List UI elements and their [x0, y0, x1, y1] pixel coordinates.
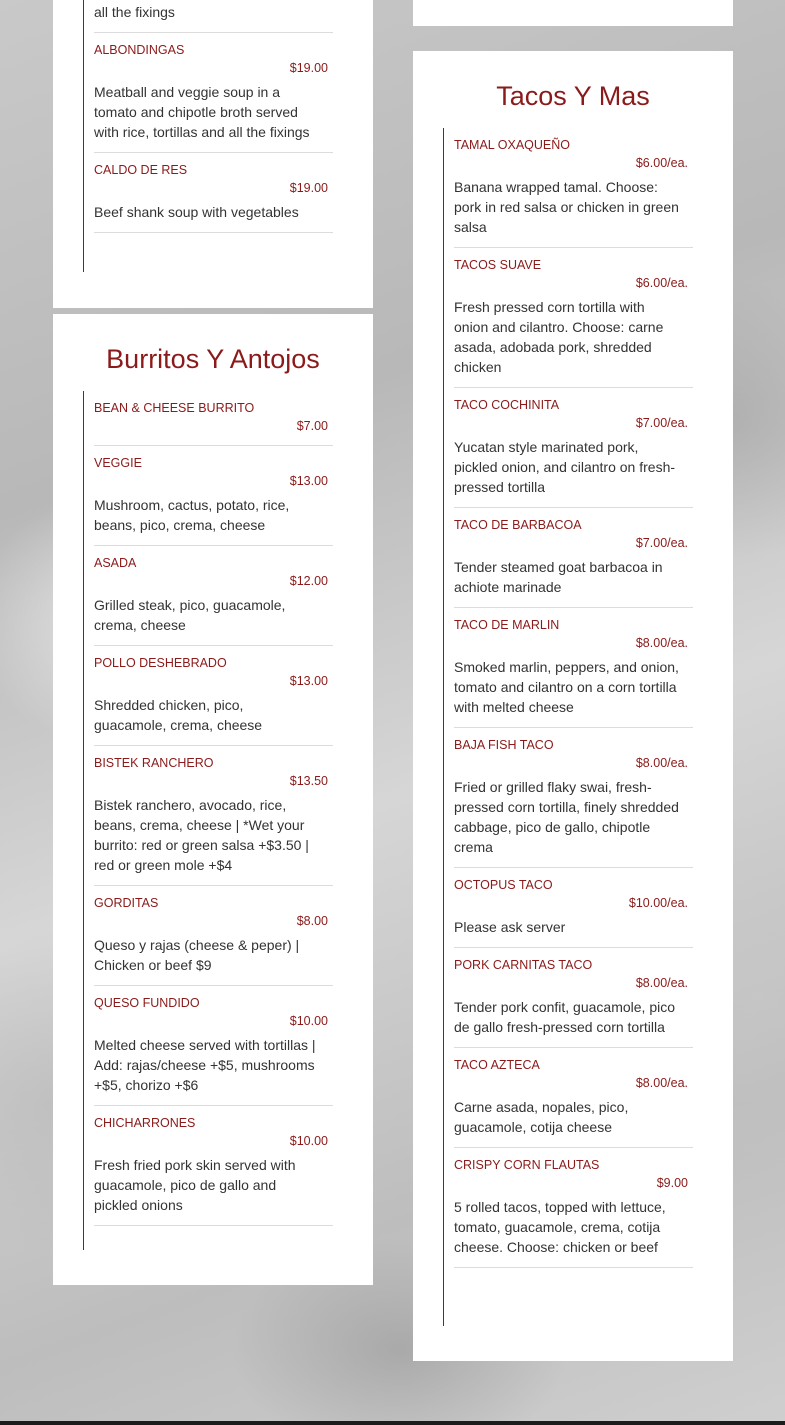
item-price: $19.00: [289, 61, 328, 75]
menu-item: [454, 248, 693, 388]
item-description: Queso y rajas (cheese & peper) | Chicken or beef $9: [94, 937, 300, 973]
item-price: $8.00/ea.: [635, 976, 688, 990]
item-description: Yucatan style marinated pork, pickled onion, and cilantro on fresh-pressed tortilla: [454, 439, 676, 495]
menu-item: [94, 1106, 333, 1226]
item-description: 5 rolled tacos, topped with lettuce, tomato, guacamole, crema, cotija cheese. Choose: chicken or beef: [454, 1199, 666, 1255]
item-name: CALDO DE RES: [94, 163, 188, 177]
item-description: Tender steamed goat barbacoa in achiote marinade: [454, 559, 663, 595]
item-description: Tender pork confit, guacamole, pico de gallo fresh-pressed corn tortilla: [454, 999, 676, 1035]
item-description: Smoked marlin, peppers, and onion, tomato and cilantro on a corn tortilla with melted cheese: [454, 659, 679, 715]
item-price: $9.00: [656, 1176, 688, 1190]
item-name: TACO AZTECA: [454, 1058, 540, 1072]
item-description: Meatball and veggie soup in a tomato and chipotle broth served with rice, tortillas and all the fixings: [94, 84, 310, 140]
menu-item: [454, 728, 693, 868]
item-description: Fresh fried pork skin served with guacamole, pico de gallo and pickled onions: [94, 1157, 296, 1213]
item-price: $8.00: [296, 914, 328, 928]
menu-item: [454, 608, 693, 728]
item-name: POLLO DESHEBRADO: [94, 656, 227, 670]
item-price: $6.00/ea.: [635, 156, 688, 170]
soups-items: [83, 0, 333, 272]
item-name: ALBONDINGAS: [94, 43, 185, 57]
item-name: BISTEK RANCHERO: [94, 756, 214, 770]
item-name: BAJA FISH TACO: [454, 738, 554, 752]
item-price: $6.00/ea.: [635, 276, 688, 290]
menu-item: [94, 391, 333, 446]
menu-item: [454, 508, 693, 608]
tacos-items: [443, 128, 693, 1326]
item-description: all the fixings: [94, 4, 175, 20]
previous-section-card: [413, 0, 733, 26]
menu-item: [454, 1148, 693, 1268]
menu-item: [94, 446, 333, 546]
menu-item: [94, 646, 333, 746]
item-name: BEAN & CHEESE BURRITO: [94, 401, 255, 415]
item-name: QUESO FUNDIDO: [94, 996, 200, 1010]
menu-item: [454, 1048, 693, 1148]
item-name: CRISPY CORN FLAUTAS: [454, 1158, 600, 1172]
soups-card: [53, 0, 373, 308]
item-description: Fresh pressed corn tortilla with onion and cilantro. Choose: carne asada, adobada pork, shredded chicken: [454, 299, 664, 375]
item-price: $12.00: [289, 574, 328, 588]
item-price: $13.00: [289, 474, 328, 488]
item-name: OCTOPUS TACO: [454, 878, 553, 892]
menu-item: [454, 868, 693, 948]
bottom-bar: [0, 1421, 785, 1425]
menu-item: [94, 153, 333, 233]
item-price: $8.00/ea.: [635, 756, 688, 770]
item-price: $10.00: [289, 1014, 328, 1028]
item-name: GORDITAS: [94, 896, 159, 910]
item-name: VEGGIE: [94, 456, 142, 470]
menu-item: [94, 886, 333, 986]
item-description: Grilled steak, pico, guacamole, crema, cheese: [94, 597, 286, 633]
section-title: Burritos Y Antojos: [106, 344, 320, 374]
item-name: TAMAL OXAQUEÑO: [454, 138, 570, 152]
item-price: $7.00/ea.: [635, 416, 688, 430]
menu-item: [94, 0, 333, 33]
item-price: $7.00: [296, 419, 328, 433]
menu-item: [94, 546, 333, 646]
item-name: TACO DE BARBACOA: [454, 518, 582, 532]
section-title: Tacos Y Mas: [496, 81, 650, 111]
item-price: $13.00: [289, 674, 328, 688]
menu-item: [94, 746, 333, 886]
menu-item: [454, 388, 693, 508]
item-name: PORK CARNITAS TACO: [454, 958, 593, 972]
menu-item: [454, 128, 693, 248]
item-description: Please ask server: [454, 919, 566, 935]
item-name: TACOS SUAVE: [454, 258, 542, 272]
item-description: Carne asada, nopales, pico, guacamole, cotija cheese: [454, 1099, 629, 1135]
tacos-card: [413, 51, 733, 1361]
item-name: ASADA: [94, 556, 137, 570]
item-description: Fried or grilled flaky swai, fresh-pressed corn tortilla, finely shredded cabbage, pico de gallo, chipotle crema: [454, 779, 679, 855]
item-description: Bistek ranchero, avocado, rice, beans, crema, cheese | *Wet your burrito: red or green salsa +$3.50 | red or green mole +$4: [94, 797, 309, 873]
item-price: $19.00: [289, 181, 328, 195]
item-price: $8.00/ea.: [635, 636, 688, 650]
item-price: $10.00: [289, 1134, 328, 1148]
burritos-card: [53, 314, 373, 1285]
item-description: Melted cheese served with tortillas | Add: rajas/cheese +$5, mushrooms +$5, chorizo +$6: [94, 1037, 316, 1093]
burritos-items: [83, 391, 333, 1250]
item-name: TACO COCHINITA: [454, 398, 560, 412]
menu-item: [94, 986, 333, 1106]
item-name: TACO DE MARLIN: [454, 618, 560, 632]
item-price: $13.50: [289, 774, 328, 788]
item-description: Beef shank soup with vegetables: [94, 204, 299, 220]
item-description: Shredded chicken, pico, guacamole, crema, cheese: [94, 697, 263, 733]
item-description: Banana wrapped tamal. Choose: pork in red salsa or chicken in green salsa: [454, 179, 679, 235]
menu-item: [454, 948, 693, 1048]
item-price: $10.00/ea.: [628, 896, 688, 910]
item-price: $7.00/ea.: [635, 536, 688, 550]
menu-item: [94, 33, 333, 153]
item-price: $8.00/ea.: [635, 1076, 688, 1090]
item-description: Mushroom, cactus, potato, rice, beans, pico, crema, cheese: [94, 497, 290, 533]
item-name: CHICHARRONES: [94, 1116, 196, 1130]
